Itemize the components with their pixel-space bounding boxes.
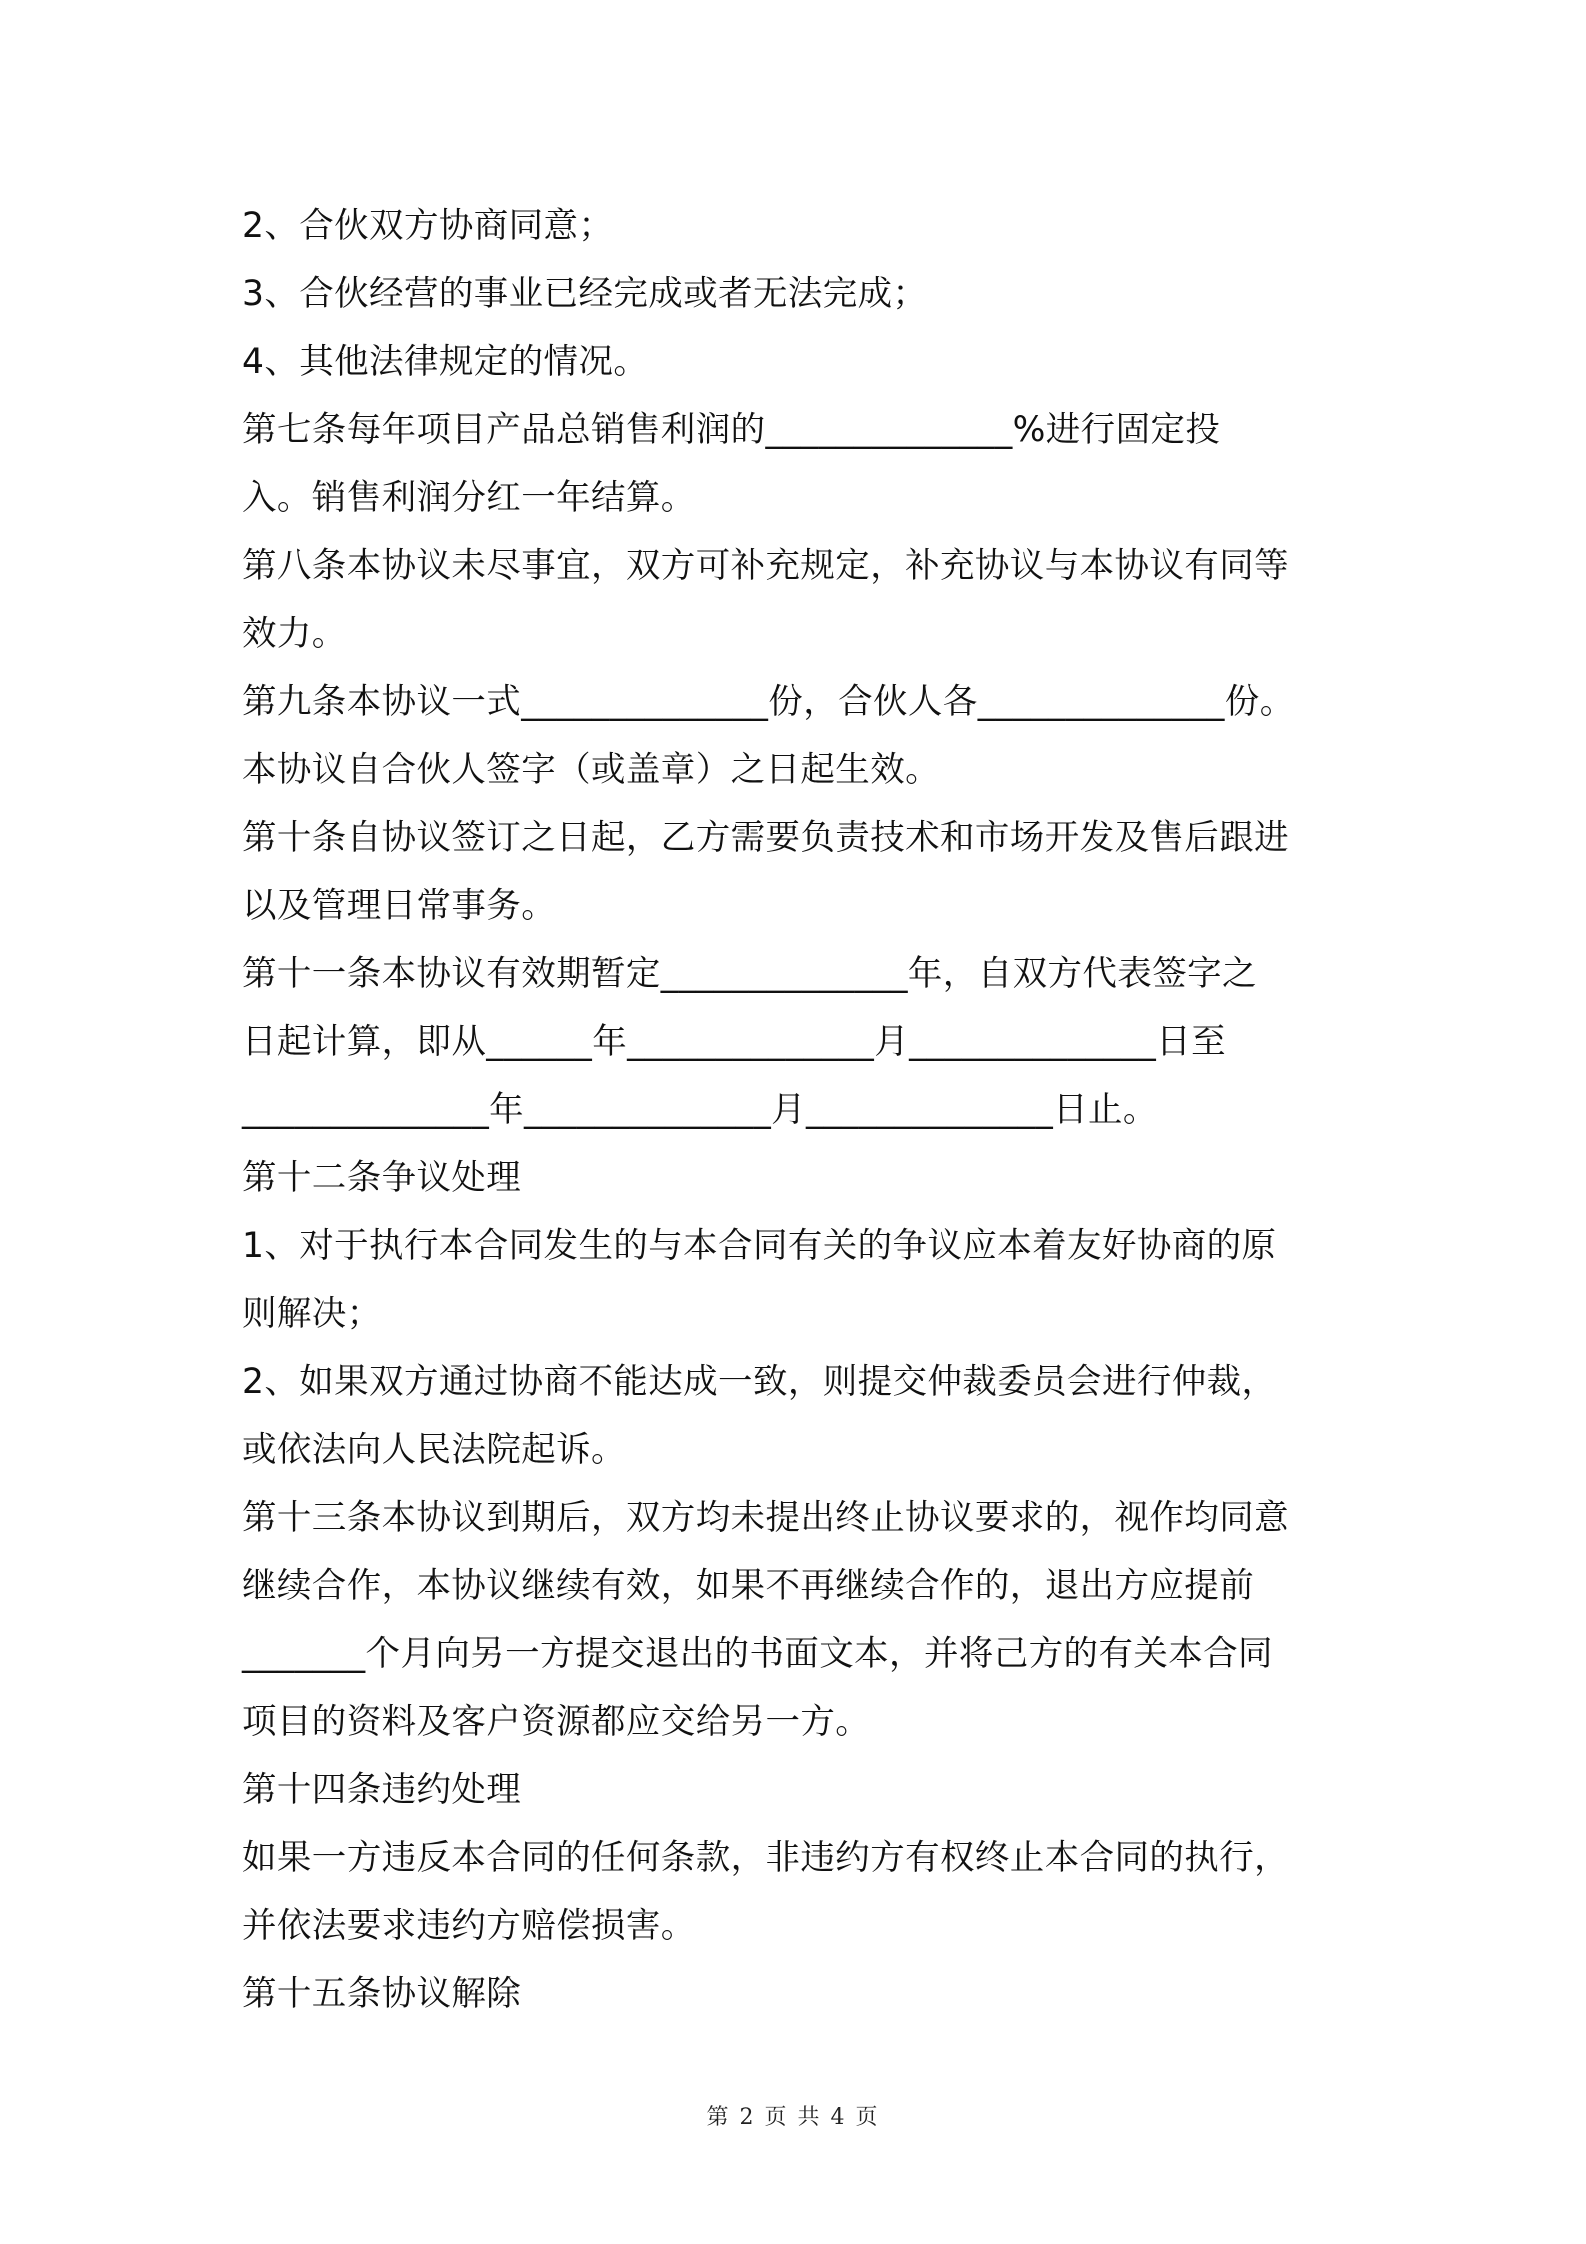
article-10-line: 第十条自协议签订之日起，乙方需要负责技术和市场开发及售后跟进 xyxy=(242,818,1289,858)
article-13-line: 第十三条本协议到期后，双方均未提出终止协议要求的，视作均同意 xyxy=(242,1498,1289,1538)
text-line: 如果一方违反本合同的任何条款，非违约方有权终止本合同的执行， xyxy=(242,1838,1289,1878)
text-line: 则解决； xyxy=(242,1294,382,1334)
text-line: 3、合伙经营的事业已经完成或者无法完成； xyxy=(242,274,928,314)
text-line: 4、其他法律规定的情况。 xyxy=(242,342,649,382)
article-11-line: 第十一条本协议有效期暂定______________年，自双方代表签字之 xyxy=(242,954,1257,994)
text-line: 项目的资料及客户资源都应交给另一方。 xyxy=(242,1702,871,1742)
text-line: 1、对于执行本合同发生的与本合同有关的争议应本着友好协商的原 xyxy=(242,1226,1277,1266)
text-line: 并依法要求违约方赔偿损害。 xyxy=(242,1906,696,1946)
text-line: 入。销售利润分红一年结算。 xyxy=(242,478,696,518)
document-body xyxy=(242,192,1367,2028)
text-line: _______个月向另一方提交退出的书面文本，并将己方的有关本合同 xyxy=(242,1634,1273,1674)
text-line: 继续合作，本协议继续有效，如果不再继续合作的，退出方应提前 xyxy=(242,1566,1255,1606)
article-15-heading: 第十五条协议解除 xyxy=(242,1974,522,2014)
text-line: ______________年______________月______________日止。 xyxy=(242,1090,1158,1130)
article-7-line: 第七条每年项目产品总销售利润的______________%进行固定投 xyxy=(242,410,1221,450)
text-line: 或依法向人民法院起诉。 xyxy=(242,1430,626,1470)
article-9-line: 第九条本协议一式______________份，合伙人各______________份。 xyxy=(242,682,1295,722)
text-line: 以及管理日常事务。 xyxy=(242,886,557,926)
article-14-heading: 第十四条违约处理 xyxy=(242,1770,522,1810)
article-12-heading: 第十二条争议处理 xyxy=(242,1158,522,1198)
page-number-footer: 第 2 页 共 4 页 xyxy=(706,2105,880,2130)
text-line: 日起计算，即从______年______________月______________日至 xyxy=(242,1022,1226,1062)
text-line: 本协议自合伙人签字（或盖章）之日起生效。 xyxy=(242,750,940,790)
article-8-line: 第八条本协议未尽事宜，双方可补充规定，补充协议与本协议有同等 xyxy=(242,546,1289,586)
text-line: 2、合伙双方协商同意； xyxy=(242,206,614,246)
text-line: 效力。 xyxy=(242,614,347,654)
text-line: 2、如果双方通过协商不能达成一致，则提交仲裁委员会进行仲裁， xyxy=(242,1362,1277,1402)
